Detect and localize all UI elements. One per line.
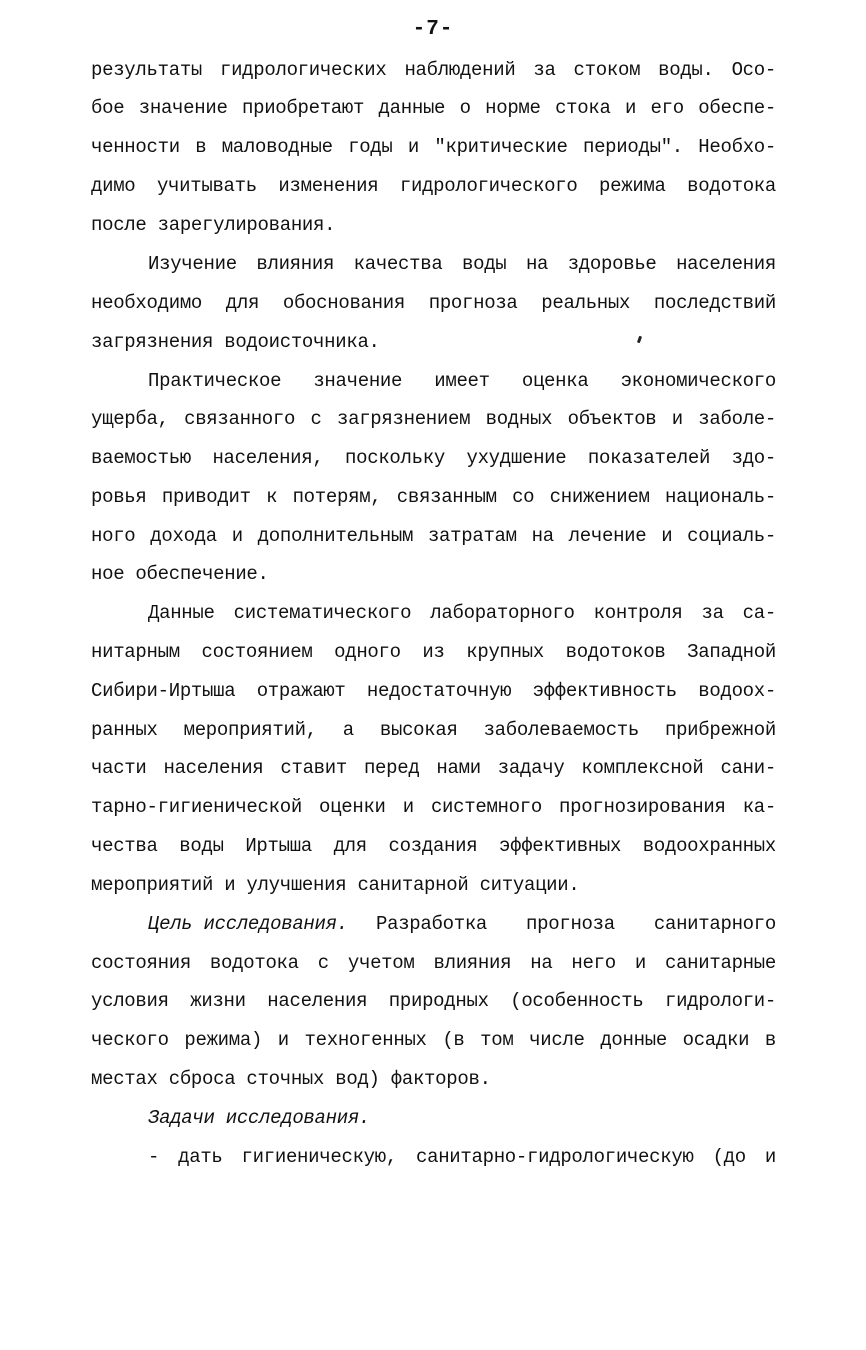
text-line: бое значение приобретают данные о норме стока и его обеспе- [91, 97, 776, 119]
text-line: местах сброса сточных вод) факторов. [91, 1068, 491, 1090]
text-line: Практическое значение имеет оценка экономического [148, 370, 776, 392]
text-line: состояния водотока с учетом влияния на него и санитарные [91, 952, 776, 974]
text-line: Изучение влияния качества воды на здоровье населения [148, 253, 776, 275]
text-line: части населения ставит перед нами задачу комплексной сани- [91, 757, 776, 779]
text-line: ваемостью населения, поскольку ухудшение показателей здо- [91, 447, 776, 469]
section-heading-tasks: Задачи исследования. [148, 1107, 371, 1129]
text-line: ровья приводит к потерям, связанным со снижением националь- [91, 486, 776, 508]
text-line: ное обеспечение. [91, 563, 269, 585]
text-line: - дать гигиеническую, санитарно-гидрологическую (до и [148, 1146, 776, 1168]
text-line: чества воды Иртыша для создания эффективных водоохранных [91, 835, 776, 857]
text-line: мероприятий и улучшения санитарной ситуации. [91, 874, 580, 896]
text-line: Данные систематического лабораторного контроля за са- [148, 602, 776, 624]
text-line: ченности в маловодные годы и "критические периоды". Необхо- [91, 136, 776, 158]
text-line: ного дохода и дополнительным затратам на лечение и социаль- [91, 525, 776, 547]
text-line: после зарегулирования. [91, 214, 336, 236]
text-line: результаты гидрологических наблюдений за стоком воды. Осо- [91, 59, 776, 81]
text-line: ческого режима) и техногенных (в том числе донные осадки в [91, 1029, 776, 1051]
text-line: условия жизни населения природных (особенность гидрологи- [91, 990, 776, 1012]
goal-label: Цель исследования. [148, 913, 348, 935]
page-number: -7- [412, 18, 454, 41]
text-line: необходимо для обоснования прогноза реальных последствий [91, 292, 776, 314]
text-line: Разработка прогноза санитарного [376, 913, 776, 935]
text-line: димо учитывать изменения гидрологического режима водотока [91, 175, 776, 197]
text-line: Сибири-Иртыша отражают недостаточную эффективность водоох- [91, 680, 776, 702]
text-line: нитарным состоянием одного из крупных водотоков Западной [91, 641, 776, 663]
text-line: загрязнения водоисточника. [91, 331, 380, 353]
text-line: тарно-гигиенической оценки и системного прогнозирования ка- [91, 796, 776, 818]
section-label-goal [148, 911, 394, 937]
text-line: ущерба, связанного с загрязнением водных объектов и заболе- [91, 408, 776, 430]
text-line: ранных мероприятий, а высокая заболеваемость прибрежной [91, 719, 776, 741]
